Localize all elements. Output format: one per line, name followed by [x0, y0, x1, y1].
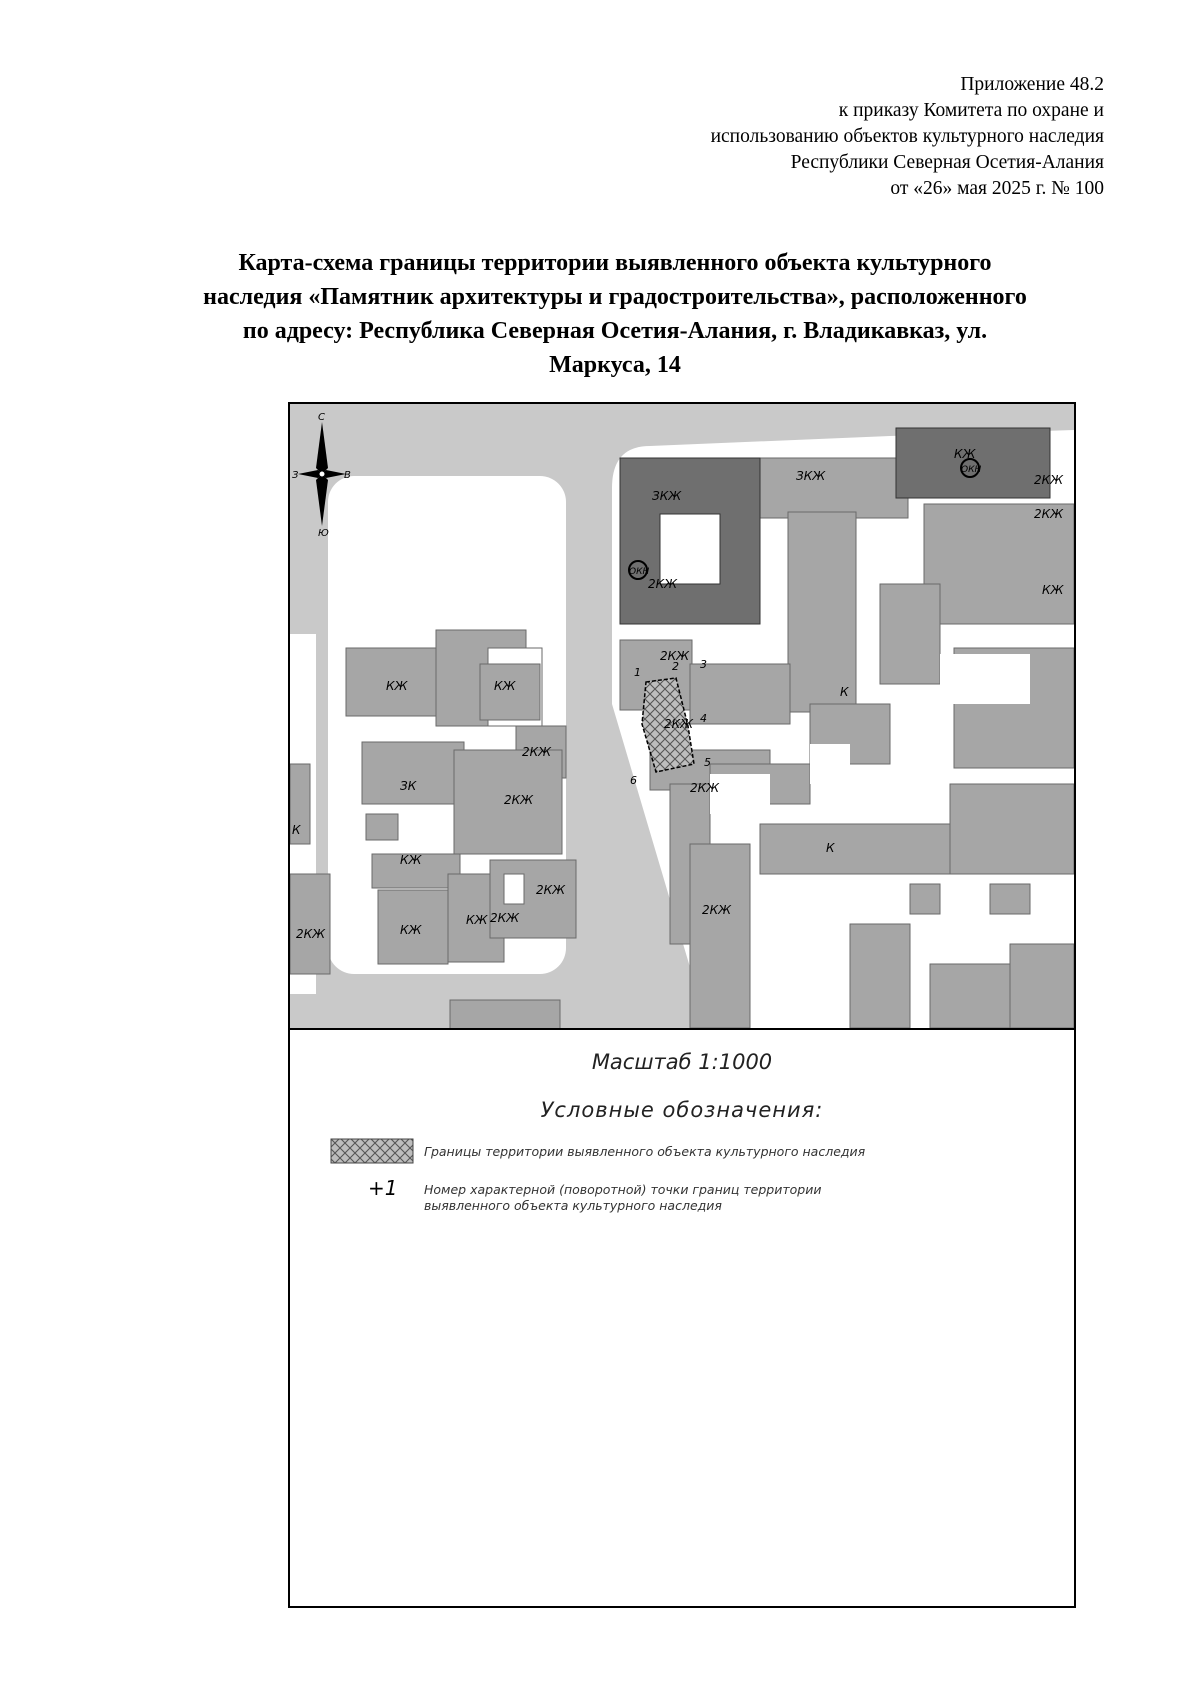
- building-label: 2КЖ: [648, 577, 678, 591]
- building-label: ЗКЖ: [652, 489, 682, 503]
- title-line: наследия «Памятник архитектуры и градостроительства», расположенного: [203, 284, 1027, 310]
- appendix-line: Республики Северная Осетия-Алания: [790, 152, 1104, 173]
- boundary-point-label: 2: [672, 660, 679, 673]
- appendix-line: к приказу Комитета по охране и: [838, 100, 1104, 121]
- compass-west: З: [292, 470, 299, 481]
- building-label: 2КЖ: [1034, 473, 1064, 487]
- building-label: КЖ: [494, 679, 516, 693]
- title-line: Маркуса, 14: [549, 352, 681, 378]
- building-label: 2КЖ: [536, 883, 566, 897]
- building-label: КЖ: [400, 923, 422, 937]
- svg-text:ОКН: ОКН: [629, 567, 650, 577]
- boundary-point-label: 5: [704, 756, 711, 769]
- cadastral-map: [290, 404, 1074, 1030]
- building-label: 2КЖ: [664, 717, 694, 731]
- appendix-line: использованию объектов культурного наследия: [710, 126, 1104, 147]
- legend-area: [290, 1030, 1074, 1606]
- compass-south: Ю: [318, 528, 329, 539]
- building-label: 2КЖ: [296, 927, 326, 941]
- legend-boundary-text: Границы территории выявленного объекта культурного наследия: [424, 1144, 866, 1159]
- building-label: 2КЖ: [702, 903, 732, 917]
- boundary-point-label: 4: [700, 712, 707, 725]
- legend-title: Условные обозначения:: [540, 1098, 824, 1122]
- building-label: 2КЖ: [690, 781, 720, 795]
- building-label: 2КЖ: [1034, 507, 1064, 521]
- boundary-point-label: 3: [700, 658, 707, 671]
- building-label: 2КЖ: [660, 649, 690, 663]
- building-label: К: [840, 685, 849, 699]
- title-line: Карта-схема границы территории выявленного объекта культурного: [238, 250, 992, 276]
- buildings-bottom: [450, 1000, 560, 1030]
- building-label: КЖ: [400, 853, 422, 867]
- building-label: ЗКЖ: [796, 469, 826, 483]
- appendix-header: [711, 72, 1104, 202]
- title-line: по адресу: Республика Северная Осетия-Алания, г. Владикавказ, ул.: [242, 318, 988, 344]
- appendix-line: Приложение 48.2: [960, 74, 1104, 95]
- map-frame: [288, 402, 1076, 1608]
- building-label: 2КЖ: [522, 745, 552, 759]
- building-label: КЖ: [386, 679, 408, 693]
- legend-point-line: Номер характерной (поворотной) точки границ территории: [424, 1182, 822, 1197]
- hatch-swatch: [330, 1138, 414, 1164]
- building-label: 2КЖ: [490, 911, 520, 925]
- building-label: КЖ: [954, 447, 976, 461]
- compass-east: В: [344, 470, 351, 481]
- legend-point-text: [424, 1182, 944, 1214]
- legend-point-line: выявленного объекта культурного наследия: [424, 1198, 722, 1213]
- boundary-point-label: 1: [634, 666, 641, 679]
- boundary-point-label: 6: [630, 774, 637, 787]
- building-label: КЖ: [1042, 583, 1064, 597]
- point-symbol: +1: [368, 1176, 398, 1200]
- building-label: КЖ: [466, 913, 488, 927]
- building-label: К: [292, 823, 301, 837]
- compass-north: С: [318, 412, 325, 423]
- building-label: К: [826, 841, 835, 855]
- document-title: [140, 246, 1090, 382]
- building-label: 2КЖ: [504, 793, 534, 807]
- scale-label: Масштаб 1:1000: [591, 1050, 773, 1074]
- building-label: ЗК: [400, 779, 417, 793]
- appendix-line: от «26» мая 2025 г. № 100: [890, 178, 1104, 199]
- svg-text:ОКН: ОКН: [961, 465, 982, 475]
